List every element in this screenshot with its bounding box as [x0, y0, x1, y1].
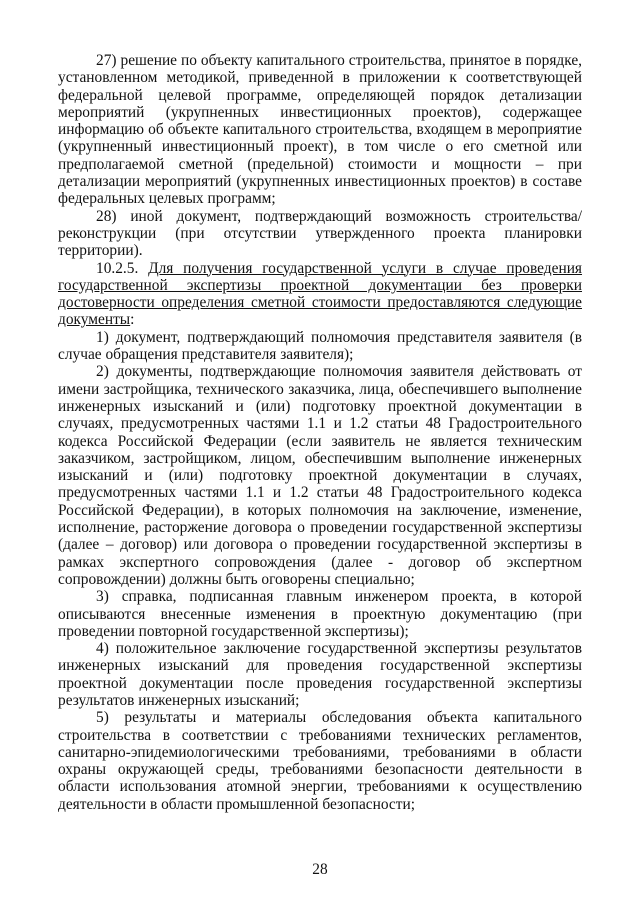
paragraph-item-3: 3) справка, подписанная главным инженером проекта, в которой описываются внесенные изменения в проектную документацию (при проведении повторной государственной экспертизы);: [58, 588, 582, 640]
paragraph-item-1: 1) документ, подтверждающий полномочия представителя заявителя (в случае обращения представителя заявителя);: [58, 328, 582, 364]
paragraph-item-5: 5) результаты и материалы обследования объекта капитального строительства в соответствии с требованиями технических регламентов, санитарно-эпидемиологическими требованиями, требованиями в области охраны окружающей среды, требованиями безопасности деятельности в области использования атомной энергии, требованиями к осуществлению деятельности в области промышленной безопасности;: [58, 709, 582, 813]
paragraph-item-28: 28) иной документ, подтверждающий возможность строительства/реконструкции (при отсутствии утвержденного проекта планировки территории).: [58, 207, 582, 260]
section-number: 10.2.5.: [96, 259, 149, 277]
paragraph-item-27: 27) решение по объекту капитального строительства, принятое в порядке, установленном методикой, приведенной в приложении к соответствующей федеральной целевой программе, определяющей порядок детализации мероприятий (укрупненных инвестиционных проектов), содержащее информацию об объекте капитального строительства, входящем в мероприятие (укрупненный инвестиционный проект), в том числе о его сметной или предполагаемой сметной (предельной) стоимости и мощности – при детализации мероприятий (укрупненных инвестиционных проектов) в составе федеральных целевых программ;: [58, 52, 582, 208]
section-suffix: :: [130, 311, 135, 329]
document-body: [58, 52, 582, 813]
section-underlined-text: Для получения государственной услуги в случае проведения государственной экспертизы проектной документации без проверки достоверности определения сметной стоимости предоставляются следующие документы: [58, 259, 583, 329]
paragraph-item-4: 4) положительное заключение государственной экспертизы результатов инженерных изысканий для проведения государственной экспертизы проектной документации после проведения государственной экспертизы результатов инженерных изысканий;: [58, 640, 582, 709]
section-10-2-5-heading: [58, 260, 582, 329]
paragraph-item-2: 2) документы, подтверждающие полномочия заявителя действовать от имени застройщика, технического заказчика, лица, обеспечившего выполнение инженерных изысканий и (или) подготовку проектной документации в случаях, предусмотренных частями 1.1 и 1.2 статьи 48 Градостроительного кодекса Российской Федерации (если заявитель не является техническим заказчиком, застройщиком, лицом, обеспечившим выполнение инженерных изысканий и (или) подготовку проектной документации в случаях, предусмотренных частями 1.1 и 1.2 статьи 48 Градостроительного кодекса Российской Федерации), в которых полномочия на заключение, изменение, исполнение, расторжение договора о проведении государственной экспертизы (далее – договор) или договора о проведении государственной экспертизы в рамках экспертного сопровождения (далее - договор об экспертном сопровождении) должны быть оговорены специально;: [58, 363, 582, 588]
page-number: 28: [312, 861, 328, 878]
